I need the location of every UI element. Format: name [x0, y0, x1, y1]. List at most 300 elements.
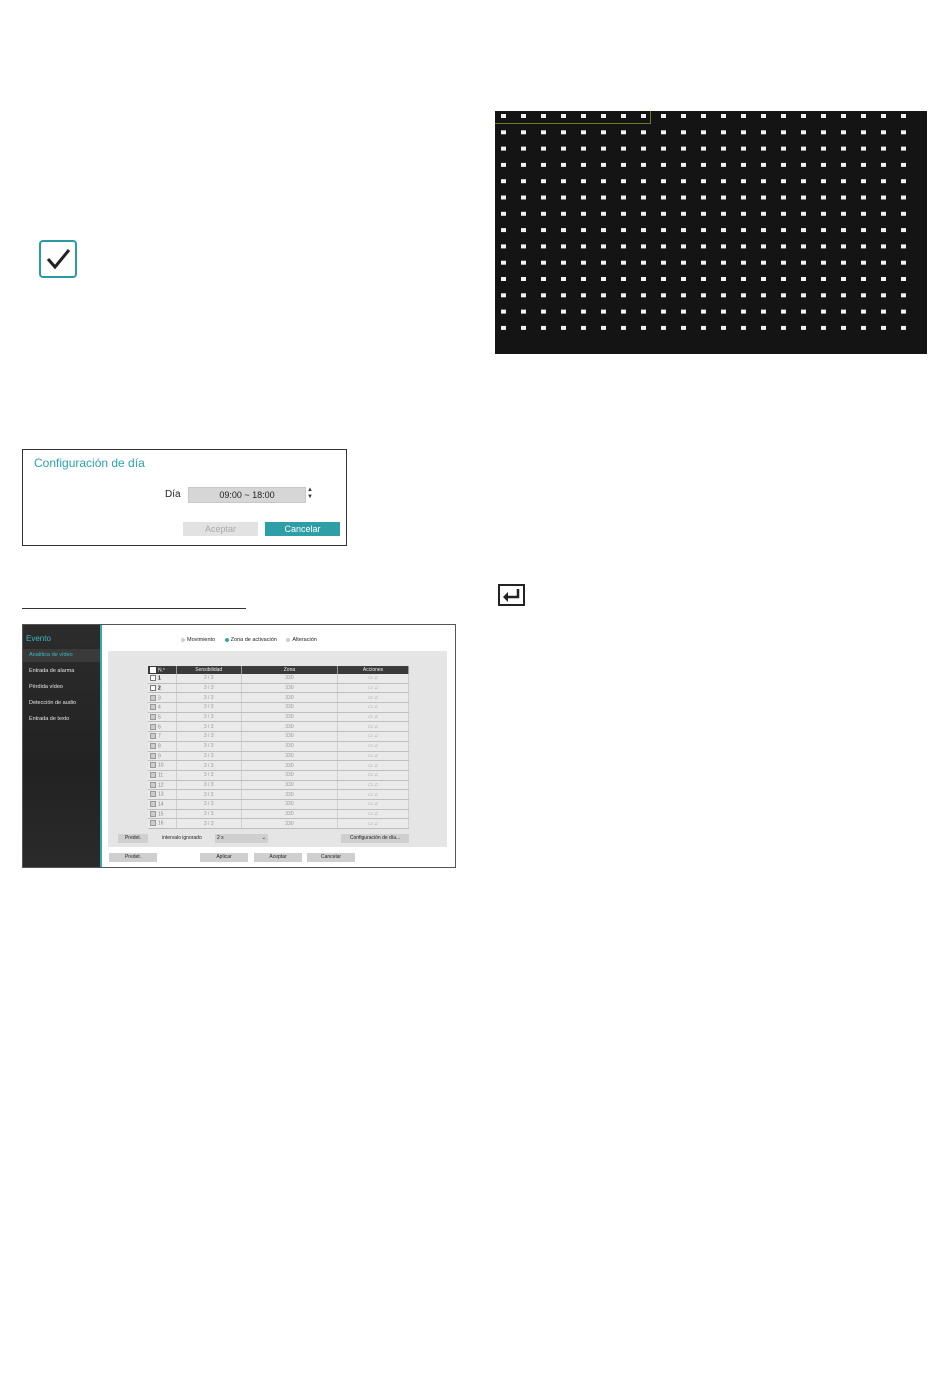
grid-cell[interactable] — [581, 277, 586, 281]
grid-cell[interactable] — [561, 277, 566, 281]
row-checkbox[interactable] — [150, 820, 156, 826]
grid-cell[interactable] — [561, 261, 566, 265]
grid-cell[interactable] — [801, 147, 806, 151]
grid-cell[interactable] — [841, 147, 846, 151]
grid-cell[interactable] — [701, 147, 706, 151]
grid-cell[interactable] — [901, 244, 906, 248]
grid-cell[interactable] — [541, 212, 546, 216]
row-checkbox[interactable] — [150, 685, 156, 691]
row-number[interactable]: 11 — [148, 770, 176, 780]
grid-cell[interactable] — [861, 147, 866, 151]
grid-cell[interactable] — [901, 114, 906, 118]
row-sensitivity[interactable]: 3 / 3 — [176, 741, 241, 751]
grid-cell[interactable] — [801, 228, 806, 232]
grid-cell[interactable] — [881, 277, 886, 281]
sidebar-item-text-input[interactable]: Entrada de texto — [29, 716, 70, 722]
row-zone[interactable]: 330 — [241, 722, 337, 732]
grid-cell[interactable] — [901, 261, 906, 265]
radio-trigger-zone[interactable]: Zona de activación — [225, 637, 277, 643]
grid-cell[interactable] — [901, 179, 906, 183]
grid-cell[interactable] — [841, 293, 846, 297]
grid-cell[interactable] — [761, 147, 766, 151]
grid-cell[interactable] — [561, 310, 566, 314]
row-actions-icons[interactable]: ▭ ♫ — [338, 770, 409, 780]
grid-cell[interactable] — [741, 147, 746, 151]
row-number[interactable]: 7 — [148, 732, 176, 742]
sidebar-item-video-loss[interactable]: Pérdida vídeo — [29, 684, 63, 690]
grid-cell[interactable] — [761, 130, 766, 134]
row-number[interactable]: 3 — [148, 693, 176, 703]
grid-cell[interactable] — [601, 196, 606, 200]
grid-cell[interactable] — [641, 179, 646, 183]
grid-cell[interactable] — [821, 163, 826, 167]
grid-cell[interactable] — [741, 244, 746, 248]
row-sensitivity[interactable]: 3 / 3 — [176, 712, 241, 722]
grid-cell[interactable] — [541, 228, 546, 232]
grid-cell[interactable] — [861, 212, 866, 216]
grid-cell[interactable] — [821, 293, 826, 297]
grid-cell[interactable] — [801, 244, 806, 248]
grid-cell[interactable] — [721, 326, 726, 330]
grid-cell[interactable] — [721, 244, 726, 248]
grid-cell[interactable] — [541, 196, 546, 200]
grid-cell[interactable] — [721, 277, 726, 281]
grid-cell[interactable] — [861, 196, 866, 200]
table-row[interactable] — [148, 751, 409, 761]
row-sensitivity[interactable]: 3 / 3 — [176, 674, 241, 683]
grid-cell[interactable] — [641, 244, 646, 248]
grid-cell[interactable] — [901, 310, 906, 314]
grid-cell[interactable] — [781, 244, 786, 248]
grid-cell[interactable] — [701, 212, 706, 216]
grid-cell[interactable] — [681, 261, 686, 265]
grid-cell[interactable] — [601, 326, 606, 330]
grid-cell[interactable] — [801, 196, 806, 200]
grid-cell[interactable] — [681, 163, 686, 167]
grid-cell[interactable] — [741, 212, 746, 216]
grid-cell[interactable] — [661, 244, 666, 248]
grid-cell[interactable] — [501, 326, 506, 330]
table-row[interactable] — [148, 732, 409, 742]
grid-cell[interactable] — [681, 147, 686, 151]
grid-cell[interactable] — [641, 228, 646, 232]
grid-cell[interactable] — [601, 277, 606, 281]
row-zone[interactable]: 330 — [241, 761, 337, 771]
row-actions-icons[interactable]: ▭ ♫ — [338, 799, 409, 809]
grid-cell[interactable] — [561, 228, 566, 232]
grid-cell[interactable] — [801, 277, 806, 281]
grid-cell[interactable] — [701, 163, 706, 167]
grid-cell[interactable] — [721, 196, 726, 200]
row-zone[interactable]: 330 — [241, 674, 337, 683]
row-actions-icons[interactable]: ▭ ♫ — [338, 703, 409, 713]
grid-cell[interactable] — [541, 163, 546, 167]
grid-cell[interactable] — [901, 212, 906, 216]
grid-cell[interactable] — [821, 130, 826, 134]
grid-cell[interactable] — [781, 130, 786, 134]
row-number[interactable]: 16 — [148, 819, 176, 829]
grid-cell[interactable] — [701, 196, 706, 200]
grid-cell[interactable] — [821, 244, 826, 248]
row-number[interactable]: 6 — [148, 722, 176, 732]
row-sensitivity[interactable]: 3 / 3 — [176, 790, 241, 800]
row-checkbox[interactable] — [150, 714, 156, 720]
grid-cell[interactable] — [681, 244, 686, 248]
grid-cell[interactable] — [521, 212, 526, 216]
grid-cell[interactable] — [701, 277, 706, 281]
row-zone[interactable]: 330 — [241, 741, 337, 751]
grid-cell[interactable] — [761, 310, 766, 314]
grid-cell[interactable] — [801, 179, 806, 183]
grid-cell[interactable] — [521, 179, 526, 183]
grid-cell[interactable] — [521, 228, 526, 232]
grid-cell[interactable] — [581, 196, 586, 200]
table-row[interactable] — [148, 819, 409, 829]
row-zone[interactable]: 330 — [241, 790, 337, 800]
accept-button[interactable]: Aceptar — [254, 853, 302, 862]
grid-cell[interactable] — [661, 228, 666, 232]
grid-cell[interactable] — [561, 130, 566, 134]
grid-cell[interactable] — [821, 147, 826, 151]
row-actions-icons[interactable]: ▭ ♫ — [338, 693, 409, 703]
col-number[interactable]: N.º — [148, 666, 176, 674]
row-actions-icons[interactable]: ▭ ♫ — [338, 790, 409, 800]
grid-cell[interactable] — [701, 261, 706, 265]
grid-cell[interactable] — [761, 277, 766, 281]
grid-cell[interactable] — [521, 130, 526, 134]
grid-cell[interactable] — [881, 196, 886, 200]
grid-cell[interactable] — [601, 147, 606, 151]
grid-cell[interactable] — [861, 179, 866, 183]
grid-cell[interactable] — [681, 326, 686, 330]
grid-cell[interactable] — [501, 179, 506, 183]
grid-cell[interactable] — [741, 293, 746, 297]
grid-cell[interactable] — [741, 114, 746, 118]
grid-cell[interactable] — [881, 310, 886, 314]
grid-cell[interactable] — [541, 244, 546, 248]
grid-cell[interactable] — [841, 130, 846, 134]
predet-table-button[interactable]: Predet. — [118, 834, 148, 843]
grid-cell[interactable] — [721, 261, 726, 265]
grid-cell[interactable] — [661, 179, 666, 183]
row-checkbox[interactable] — [150, 791, 156, 797]
grid-cell[interactable] — [641, 293, 646, 297]
grid-cell[interactable] — [881, 179, 886, 183]
grid-cell[interactable] — [841, 196, 846, 200]
grid-cell[interactable] — [561, 212, 566, 216]
grid-cell[interactable] — [681, 179, 686, 183]
grid-cell[interactable] — [901, 163, 906, 167]
grid-cell[interactable] — [641, 163, 646, 167]
grid-cell[interactable] — [641, 310, 646, 314]
radio-motion[interactable]: Movimiento — [181, 637, 215, 643]
grid-cell[interactable] — [761, 293, 766, 297]
grid-cell[interactable] — [521, 163, 526, 167]
row-actions-icons[interactable]: ▭ ♫ — [338, 683, 409, 693]
grid-cell[interactable] — [661, 163, 666, 167]
grid-cell[interactable] — [681, 196, 686, 200]
cancel-button[interactable]: Cancelar — [307, 853, 355, 862]
grid-cell[interactable] — [721, 212, 726, 216]
grid-cell[interactable] — [801, 293, 806, 297]
row-sensitivity[interactable]: 3 / 3 — [176, 819, 241, 829]
grid-cell[interactable] — [521, 277, 526, 281]
grid-cell[interactable] — [661, 293, 666, 297]
grid-cell[interactable] — [801, 163, 806, 167]
grid-cell[interactable] — [601, 244, 606, 248]
row-actions-icons[interactable]: ▭ ♫ — [338, 761, 409, 771]
grid-cell[interactable] — [661, 147, 666, 151]
grid-cell[interactable] — [621, 261, 626, 265]
grid-cell[interactable] — [741, 163, 746, 167]
grid-cell[interactable] — [781, 261, 786, 265]
row-checkbox[interactable] — [150, 675, 156, 681]
grid-cell[interactable] — [861, 163, 866, 167]
grid-cell[interactable] — [841, 114, 846, 118]
row-number[interactable]: 14 — [148, 799, 176, 809]
apply-button[interactable]: Aplicar — [200, 853, 248, 862]
grid-cell[interactable] — [761, 114, 766, 118]
grid-cell[interactable] — [501, 130, 506, 134]
grid-cell[interactable] — [821, 196, 826, 200]
row-checkbox[interactable] — [150, 743, 156, 749]
cancel-button[interactable]: Cancelar — [265, 522, 340, 536]
grid-cell[interactable] — [601, 261, 606, 265]
row-number[interactable]: 1 — [148, 674, 176, 683]
table-row[interactable] — [148, 712, 409, 722]
grid-cell[interactable] — [501, 228, 506, 232]
row-actions-icons[interactable]: ▭ ♫ — [338, 819, 409, 829]
grid-cell[interactable] — [741, 277, 746, 281]
grid-cell[interactable] — [761, 179, 766, 183]
grid-cell[interactable] — [681, 114, 686, 118]
grid-cell[interactable] — [861, 114, 866, 118]
grid-cell[interactable] — [761, 261, 766, 265]
grid-cell[interactable] — [701, 228, 706, 232]
grid-cell[interactable] — [901, 277, 906, 281]
grid-cell[interactable] — [701, 179, 706, 183]
row-zone[interactable]: 330 — [241, 819, 337, 829]
grid-cell[interactable] — [741, 310, 746, 314]
grid-cell[interactable] — [641, 326, 646, 330]
grid-cell[interactable] — [741, 228, 746, 232]
grid-cell[interactable] — [601, 310, 606, 314]
grid-cell[interactable] — [681, 277, 686, 281]
row-sensitivity[interactable]: 3 / 3 — [176, 761, 241, 771]
grid-cell[interactable] — [801, 114, 806, 118]
grid-cell[interactable] — [841, 310, 846, 314]
grid-cell[interactable] — [881, 212, 886, 216]
grid-cell[interactable] — [581, 244, 586, 248]
predet-button[interactable]: Predet. — [109, 853, 157, 862]
grid-cell[interactable] — [901, 147, 906, 151]
grid-cell[interactable] — [641, 147, 646, 151]
row-zone[interactable]: 330 — [241, 693, 337, 703]
grid-cell[interactable] — [901, 196, 906, 200]
grid-cell[interactable] — [821, 179, 826, 183]
grid-cell[interactable] — [621, 310, 626, 314]
grid-cell[interactable] — [561, 196, 566, 200]
grid-cell[interactable] — [641, 196, 646, 200]
grid-cell[interactable] — [601, 293, 606, 297]
row-zone[interactable]: 330 — [241, 770, 337, 780]
grid-cell[interactable] — [721, 147, 726, 151]
grid-cell[interactable] — [761, 196, 766, 200]
table-row[interactable] — [148, 780, 409, 790]
grid-cell[interactable] — [501, 261, 506, 265]
grid-cell[interactable] — [501, 163, 506, 167]
grid-cell[interactable] — [701, 310, 706, 314]
row-actions-icons[interactable]: ▭ ♫ — [338, 741, 409, 751]
row-actions-icons[interactable]: ▭ ♫ — [338, 674, 409, 683]
grid-cell[interactable] — [521, 244, 526, 248]
table-row[interactable] — [148, 722, 409, 732]
grid-cell[interactable] — [641, 277, 646, 281]
grid-cell[interactable] — [781, 179, 786, 183]
grid-cell[interactable] — [501, 293, 506, 297]
row-zone[interactable]: 330 — [241, 732, 337, 742]
grid-cell[interactable] — [821, 326, 826, 330]
grid-cell[interactable] — [541, 326, 546, 330]
row-actions-icons[interactable]: ▭ ♫ — [338, 751, 409, 761]
row-sensitivity[interactable]: 3 / 3 — [176, 732, 241, 742]
grid-cell[interactable] — [541, 310, 546, 314]
interval-select[interactable]: 2 s ⌄ — [217, 835, 266, 841]
grid-cell[interactable] — [721, 310, 726, 314]
grid-cell[interactable] — [501, 212, 506, 216]
grid-cell[interactable] — [761, 163, 766, 167]
grid-cell[interactable] — [781, 212, 786, 216]
day-time-field[interactable]: 09:00 ~ 18:00 — [188, 487, 306, 503]
grid-cell[interactable] — [661, 114, 666, 118]
grid-cell[interactable] — [581, 261, 586, 265]
row-zone[interactable]: 330 — [241, 712, 337, 722]
row-checkbox[interactable] — [150, 733, 156, 739]
grid-cell[interactable] — [501, 310, 506, 314]
grid-cell[interactable] — [561, 147, 566, 151]
grid-cell[interactable] — [621, 130, 626, 134]
grid-cell[interactable] — [541, 293, 546, 297]
grid-cell[interactable] — [601, 179, 606, 183]
sidebar-item-audio-detection[interactable]: Detección de audio — [29, 700, 77, 706]
row-checkbox[interactable] — [150, 704, 156, 710]
row-zone[interactable]: 330 — [241, 780, 337, 790]
grid-cell[interactable] — [701, 114, 706, 118]
grid-cell[interactable] — [801, 130, 806, 134]
grid-cell[interactable] — [681, 212, 686, 216]
grid-cell[interactable] — [761, 212, 766, 216]
grid-cell[interactable] — [781, 326, 786, 330]
grid-cell[interactable] — [581, 163, 586, 167]
row-checkbox[interactable] — [150, 782, 156, 788]
grid-cell[interactable] — [861, 326, 866, 330]
grid-cell[interactable] — [561, 163, 566, 167]
time-spinner[interactable]: ▲ ▼ — [307, 487, 313, 500]
grid-cell[interactable] — [721, 130, 726, 134]
grid-cell[interactable] — [841, 179, 846, 183]
row-checkbox[interactable] — [150, 811, 156, 817]
table-row[interactable] — [148, 809, 409, 819]
row-number[interactable]: 12 — [148, 780, 176, 790]
row-zone[interactable]: 330 — [241, 683, 337, 693]
sidebar-item-alarm-input[interactable]: Entrada de alarma — [29, 668, 75, 674]
grid-cell[interactable] — [781, 147, 786, 151]
grid-cell[interactable] — [501, 244, 506, 248]
grid-cell[interactable] — [581, 326, 586, 330]
table-row[interactable] — [148, 799, 409, 809]
grid-cell[interactable] — [821, 212, 826, 216]
grid-cell[interactable] — [881, 293, 886, 297]
grid-cell[interactable] — [681, 310, 686, 314]
grid-cell[interactable] — [681, 228, 686, 232]
sidebar-item-video-analytics[interactable]: Analítica de vídeo — [23, 649, 100, 662]
grid-cell[interactable] — [621, 277, 626, 281]
grid-cell[interactable] — [521, 293, 526, 297]
table-row[interactable] — [148, 683, 409, 693]
grid-cell[interactable] — [761, 228, 766, 232]
row-actions-icons[interactable]: ▭ ♫ — [338, 732, 409, 742]
row-number[interactable]: 13 — [148, 790, 176, 800]
grid-cell[interactable] — [521, 147, 526, 151]
row-zone[interactable]: 330 — [241, 703, 337, 713]
grid-cell[interactable] — [621, 228, 626, 232]
grid-cell[interactable] — [841, 277, 846, 281]
grid-cell[interactable] — [721, 293, 726, 297]
table-row[interactable] — [148, 790, 409, 800]
row-sensitivity[interactable]: 3 / 3 — [176, 683, 241, 693]
row-sensitivity[interactable]: 3 / 3 — [176, 703, 241, 713]
grid-cell[interactable] — [801, 326, 806, 330]
row-number[interactable]: 5 — [148, 712, 176, 722]
grid-cell[interactable] — [521, 310, 526, 314]
grid-cell[interactable] — [541, 147, 546, 151]
row-zone[interactable]: 330 — [241, 809, 337, 819]
grid-cell[interactable] — [681, 293, 686, 297]
row-number[interactable]: 9 — [148, 751, 176, 761]
grid-cell[interactable] — [881, 261, 886, 265]
grid-cell[interactable] — [541, 277, 546, 281]
grid-cell[interactable] — [641, 212, 646, 216]
grid-cell[interactable] — [861, 277, 866, 281]
grid-cell[interactable] — [661, 310, 666, 314]
grid-cell[interactable] — [721, 228, 726, 232]
grid-cell[interactable] — [561, 293, 566, 297]
grid-cell[interactable] — [701, 130, 706, 134]
row-checkbox[interactable] — [150, 762, 156, 768]
grid-cell[interactable] — [821, 261, 826, 265]
row-checkbox[interactable] — [150, 695, 156, 701]
row-sensitivity[interactable]: 3 / 3 — [176, 722, 241, 732]
grid-cell[interactable] — [741, 196, 746, 200]
grid-cell[interactable] — [741, 179, 746, 183]
grid-cell[interactable] — [601, 130, 606, 134]
grid-cell[interactable] — [581, 228, 586, 232]
grid-cell[interactable] — [621, 212, 626, 216]
grid-cell[interactable] — [661, 277, 666, 281]
row-zone[interactable]: 330 — [241, 799, 337, 809]
grid-cell[interactable] — [541, 179, 546, 183]
table-row[interactable] — [148, 703, 409, 713]
grid-cell[interactable] — [861, 130, 866, 134]
grid-cell[interactable] — [621, 196, 626, 200]
grid-cell[interactable] — [661, 196, 666, 200]
table-row[interactable] — [148, 761, 409, 771]
row-sensitivity[interactable]: 3 / 3 — [176, 770, 241, 780]
grid-cell[interactable] — [861, 310, 866, 314]
grid-cell[interactable] — [581, 310, 586, 314]
grid-cell[interactable] — [621, 293, 626, 297]
grid-cell[interactable] — [841, 326, 846, 330]
